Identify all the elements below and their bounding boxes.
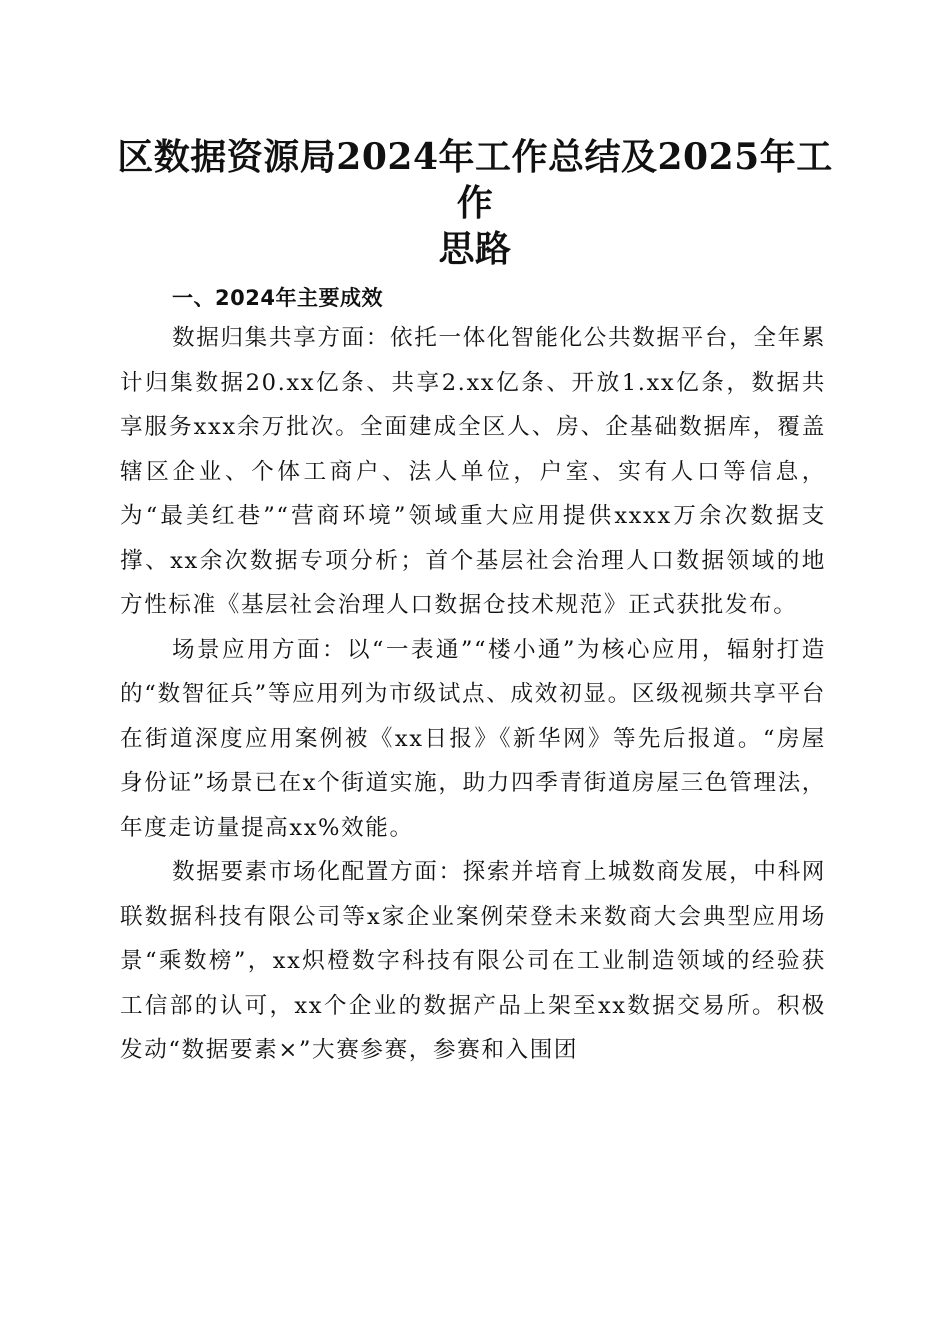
document-title [100, 134, 850, 272]
paragraph-data-market: 数据要素市场化配置方面：探索并培育上城数商发展，中科网联数据科技有限公司等x家企业案例荣登未来数商大会典型应用场景“乘数榜”，xx炽橙数字科技有限公司在工业制造领域的经验获工信部的认可，xx个企业的数据产品上架至xx数据交易所。积极发动“数据要素×”大赛参赛，参赛和入围团 [120, 859, 826, 1063]
title-line-1: 区数据资源局2024年工作总结及2025年工作 [117, 136, 833, 224]
paragraph-data-sharing: 数据归集共享方面：依托一体化智能化公共数据平台，全年累计归集数据20.xx亿条、共享2.xx亿条、开放1.xx亿条，数据共享服务xxx余万批次。全面建成全区人、房、企基础数据库，覆盖辖区企业、个体工商户、法人单位，户室、实有人口等信息，为“最美红巷”“营商环境”领域重大应用提供xxxx万余次数据支撑、xx余次数据专项分析；首个基层社会治理人口数据领域的地方性标准《基层社会治理人口数据仓技术规范》正式获批发布。 [120, 325, 826, 618]
document-body [120, 280, 826, 1073]
paragraph-scenario-application: 场景应用方面：以“一表通”“楼小通”为核心应用，辐射打造的“数智征兵”等应用列为市级试点、成效初显。区级视频共享平台在街道深度应用案例被《xx日报》《新华网》等先后报道。“房屋身份证”场景已在x个街道实施，助力四季青街道房屋三色管理法，年度走访量提高xx%效能。 [120, 636, 826, 841]
section-heading: 一、2024年主要成效 [172, 286, 383, 310]
title-line-2: 思路 [438, 228, 512, 270]
